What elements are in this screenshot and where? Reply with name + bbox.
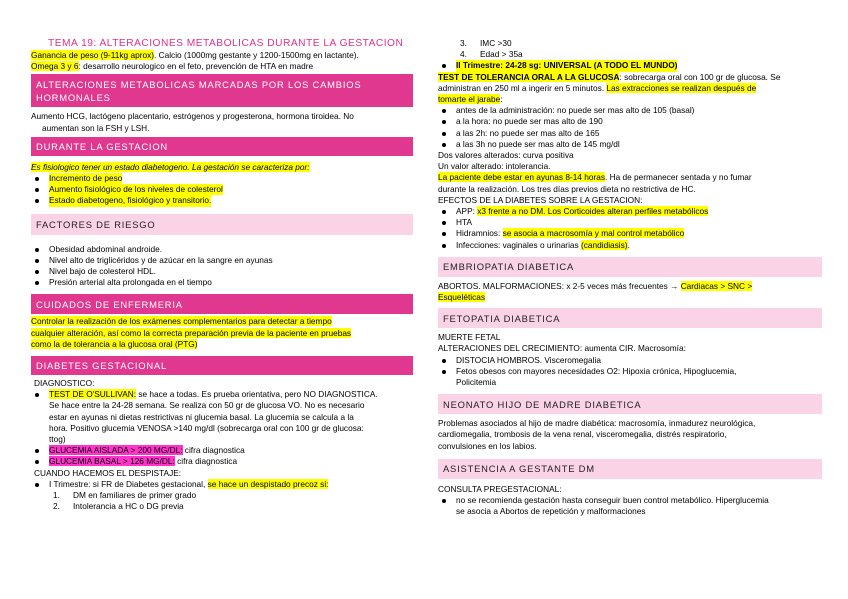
alteraciones-line-1: Aumento HCG, lactógeno placentario, estrógenos y progesterona, hormona tiroidea. No xyxy=(31,111,354,122)
list-item: Hidramnios: se asocia a macrosomía y mal control metabólico xyxy=(438,228,822,239)
cuidados-line-1: Controlar la realización de los exámenes complementarios para detectar a tiempo xyxy=(31,316,332,327)
left-column: TEMA 19: ALTERACIONES METABOLICAS DURANTE LA GESTACION Ganancia de peso (9-11kg aprox). Calcio (1000mg gestante y 1200-1500mg en lactante). Omega 3 y 6: desarrollo neurologico en el feto, prevención de HTA en madre ALTERACIONES METABOLICAS MARCADAS POR LOS CAMBIOS HORMONALES Aumento HCG, lactógeno placentario, estrógenos y progesterona, hormona tiroidea. No aumentan son la FSH y LSH. DURANTE LA GESTACION Es fisiologico tener un estado diabetogeno. La gestación se caracteriza por: Incremento de peso Aumento fisiológico de los niveles de colesterol Estado diabetogeno, fisiológico y transitorio. FACTORES DE RIESGO Obesidad abdominal androide. Nivel alto de triglicéridos y de azúcar en la sangre en ayunas Nivel bajo de colesterol HDL. Presión arterial alta prolongada en el tiempo CUIDADOS DE ENFERMERIA Controlar la realización de los exámenes complementarios para detectar a tiempo cualquier alteración, así como la correcta preparación previa de la paciente en pruebas como la de tolerancia a la glucosa oral (PTG) DIABETES GESTACIONAL DIAGNOSTICO: TEST DE O'SULLIVAN: se hace a todas. Es prueba orientativa, pero NO DIAGNOSTICA. Se hace entre la 24-28 semana. Se realiza con 50 gr de glucosa VO. No es necesario estar en ayunas ni dietas restrictivas ni glucemia basal. La glucemia se calcula a la hora. Positivo glucemia VENOSA >140 mg/dl (sobrecarga oral con 100 gr de glucosa: ttog) GLUCEMIA AISLADA > 200 MG/DL: cifra diagnostica GLUCEMIA BASAL > 126 MG/DL: cifra diagnostica CUANDO HACEMOS EL DESPISTAJE: I Trimestre: si FR de Diabetes gestacional, se hace un despistado precoz si: 1. DM en familiares de primer grado 2. Intolerancia a HC o DG previa xyxy=(31,0,413,512)
consulta-label: CONSULTA PREGESTACIONAL: xyxy=(438,483,562,494)
alteraciones-line-2: aumentan son la FSH y LSH. xyxy=(42,122,150,133)
page-title: TEMA 19: ALTERACIONES METABOLICAS DURANTE LA GESTACION xyxy=(48,38,404,49)
list-item: Estado diabetogeno, fisiológico y transitorio. xyxy=(31,195,413,206)
embriopatia-line-1: ABORTOS. MALFORMACIONES: x 2-5 veces más frecuentes → Cardiacas > SNC > xyxy=(438,280,753,291)
neonato-line-3: convulsiones en los labios. xyxy=(438,440,537,451)
ttog-line-1: TEST DE TOLERANCIA ORAL A LA GLUCOSA: sobrecarga oral con 100 gr de glucosa. Se xyxy=(438,71,781,82)
section-header-diabetes: DIABETES GESTACIONAL xyxy=(31,356,413,375)
list-item: Nivel bajo de colesterol HDL. xyxy=(31,266,413,277)
list-item: APP: x3 frente a no DM. Los Corticoides alteran perfiles metabólicos xyxy=(438,206,822,217)
neonato-line-2: cardiomegalia, trombosis de la vena renal, visceromegalia, distrés respiratorio, xyxy=(438,429,727,440)
cuidados-line-3: como la de tolerancia a la glucosa oral (PTG) xyxy=(31,338,198,349)
neonato-line-1: Problemas asociados al hijo de madre diabética: macrosomía, inmadurez neurológica, xyxy=(438,418,756,429)
cuidados-line-2: cualquier alteración, así como la correcta preparación previa de la paciente en pruebas xyxy=(31,327,352,338)
durante-intro: Es fisiologico tener un estado diabetogeno. La gestación se caracteriza por: xyxy=(31,161,310,172)
list-item: antes de la administración: no puede ser mas alto de 105 (basal) xyxy=(438,105,822,116)
list-item: HTA xyxy=(438,217,822,228)
ttog-line-2: administran en 250 ml a ingerir en 5 minutos. Las extracciones se realizan después de xyxy=(438,82,757,93)
list-item: a las 3h no puede ser mas alto de 145 mg/dl xyxy=(438,139,822,150)
list-item-osullivan: TEST DE O'SULLIVAN: se hace a todas. Es prueba orientativa, pero NO DIAGNOSTICA. xyxy=(31,389,413,400)
weight-gain-highlight: Ganancia de peso (9-11kg aprox) xyxy=(31,50,154,60)
section-header-cuidados: CUIDADOS DE ENFERMERIA xyxy=(31,294,413,314)
efectos-label: EFECTOS DE LA DIABETES SOBRE LA GESTACION: xyxy=(438,194,643,205)
list-item-glucemia-aislada: GLUCEMIA AISLADA > 200 MG/DL: cifra diagnostica xyxy=(31,445,413,456)
section-header-durante: DURANTE LA GESTACION xyxy=(31,137,413,156)
ttog-line-3: tomarte el jarabe: xyxy=(438,94,503,105)
omega-highlight: Omega 3 y 6 xyxy=(31,61,79,72)
embriopatia-line-2: Esqueléticas xyxy=(438,292,486,303)
list-item: a la hora: no puede ser mas alto de 190 xyxy=(438,116,822,127)
realizacion-line: durante la realización. Los tres días previos dieta no restrictiva de HC. xyxy=(438,183,696,194)
list-item: Presión arterial alta prolongada en el tiempo xyxy=(31,277,413,288)
section-header-embriopatia: EMBRIOPATIA DIABETICA xyxy=(438,257,822,277)
list-item: Infecciones: vaginales o urinarias (candidiasis). xyxy=(438,240,822,251)
numbered-item: 2. Intolerancia a HC o DG previa xyxy=(53,501,184,512)
despistaje-label: CUANDO HACEMOS EL DESPISTAJE: xyxy=(34,467,182,478)
section-header-alteraciones: ALTERACIONES METABOLICAS MARCADAS POR LOS CAMBIOS HORMONALES xyxy=(31,74,413,107)
list-item: Obesidad abdominal androide. xyxy=(31,244,413,255)
muerte-fetal: MUERTE FETAL xyxy=(438,332,501,343)
ayunas-line: La paciente debe estar en ayunas 8-14 horas. Ha de permanecer sentada y no fumar xyxy=(438,172,752,183)
alteraciones-crecimiento: ALTERACIONES DEL CRECIMIENTO: aumenta CIR. Macrosomía: xyxy=(438,343,686,354)
section-header-factores: FACTORES DE RIESGO xyxy=(31,214,413,235)
intro-line-1: Ganancia de peso (9-11kg aprox). Calcio (1000mg gestante y 1200-1500mg en lactante). xyxy=(31,50,359,60)
list-item-trimestre-1: I Trimestre: si FR de Diabetes gestacional, se hace un despistado precoz si: xyxy=(31,479,413,490)
diagnostico-label: DIAGNOSTICO: xyxy=(34,378,95,389)
numbered-item: 3. IMC >30 xyxy=(460,38,512,48)
section-header-asistencia: ASISTENCIA A GESTANTE DM xyxy=(438,459,822,479)
list-item-glucemia-basal: GLUCEMIA BASAL > 126 MG/DL: cifra diagnostica xyxy=(31,456,413,467)
list-item: Nivel alto de triglicéridos y de azúcar en la sangre en ayunas xyxy=(31,255,413,266)
section-header-neonato: NEONATO HIJO DE MADRE DIABETICA xyxy=(438,394,822,414)
un-valor-line: Un valor alterado: intolerancia. xyxy=(438,161,551,172)
section-header-fetopatia: FETOPATIA DIABETICA xyxy=(438,308,822,328)
intro-line-2: Omega 3 y 6: desarrollo neurologico en el feto, prevención de HTA en madre xyxy=(31,61,314,72)
right-column: 3. IMC >30 4. Edad > 35a II Trimestre: 24-28 sg: UNIVERSAL (A TODO EL MUNDO) TEST DE TOLERANCIA ORAL A LA GLUCOSA: sobrecarga oral con 100 gr de glucosa. Se administran en 250 ml a ingerir en 5 minutos. Las extracciones se realizan después de tomarte el jarabe: antes de la administración: no puede ser mas alto de 105 (basal) a la hora: no puede ser mas alto de 190 a las 2h: no puede ser mas alto de 165 a las 3h no puede ser mas alto de 145 mg/dl Dos valores alterados: curva positiva Un valor alterado: intolerancia. La paciente debe estar en ayunas 8-14 horas. Ha de permanecer sentada y no fumar durante la realización. Los tres días previos dieta no restrictiva de HC. EFECTOS DE LA DIABETES SOBRE LA GESTACION: APP: x3 frente a no DM. Los Corticoides alteran perfiles metabólicos HTA Hidramnios: se asocia a macrosomía y mal control metabólico Infecciones: vaginales o urinarias (candidiasis). EMBRIOPATIA DIABETICA ABORTOS. MALFORMACIONES: x 2-5 veces más frecuentes → Cardiacas > SNC > Esqueléticas FETOPATIA DIABETICA MUERTE FETAL ALTERACIONES DEL CRECIMIENTO: aumenta CIR. Macrosomía: DISTOCIA HOMBROS. Visceromegalia Fetos obesos con mayores necesidades O2: Hipoxia crónica, Hipoglucemia, Policitemia NEONATO HIJO DE MADRE DIABETICA Problemas asociados al hijo de madre diabética: macrosomía, inmadurez neurológica, cardiomegalia, trombosis de la vena renal, visceromegalia, distrés respiratorio, convulsiones en los labios. ASISTENCIA A GESTANTE DM CONSULTA PREGESTACIONAL: no se recomienda gestación hasta conseguir buen control metabólico. Hiperglucemia se asocia a Abortos de repetición y malformaciones xyxy=(438,0,822,518)
list-item: a las 2h: no puede ser mas alto de 165 xyxy=(438,128,822,139)
list-item: Incremento de peso xyxy=(31,173,413,184)
numbered-item: 4. Edad > 35a xyxy=(460,49,523,60)
list-item: DISTOCIA HOMBROS. Visceromegalia xyxy=(438,355,822,366)
list-item-trimestre-2: II Trimestre: 24-28 sg: UNIVERSAL (A TODO EL MUNDO) xyxy=(438,60,822,71)
numbered-item: 1. DM en familiares de primer grado xyxy=(53,490,197,501)
list-item: Fetos obesos con mayores necesidades O2: Hipoxia crónica, Hipoglucemia, xyxy=(438,366,822,377)
dos-valores-line: Dos valores alterados: curva positiva xyxy=(438,150,574,161)
list-item: Aumento fisiológico de los niveles de colesterol xyxy=(31,184,413,195)
list-item: no se recomienda gestación hasta conseguir buen control metabólico. Hiperglucemia xyxy=(438,495,822,506)
